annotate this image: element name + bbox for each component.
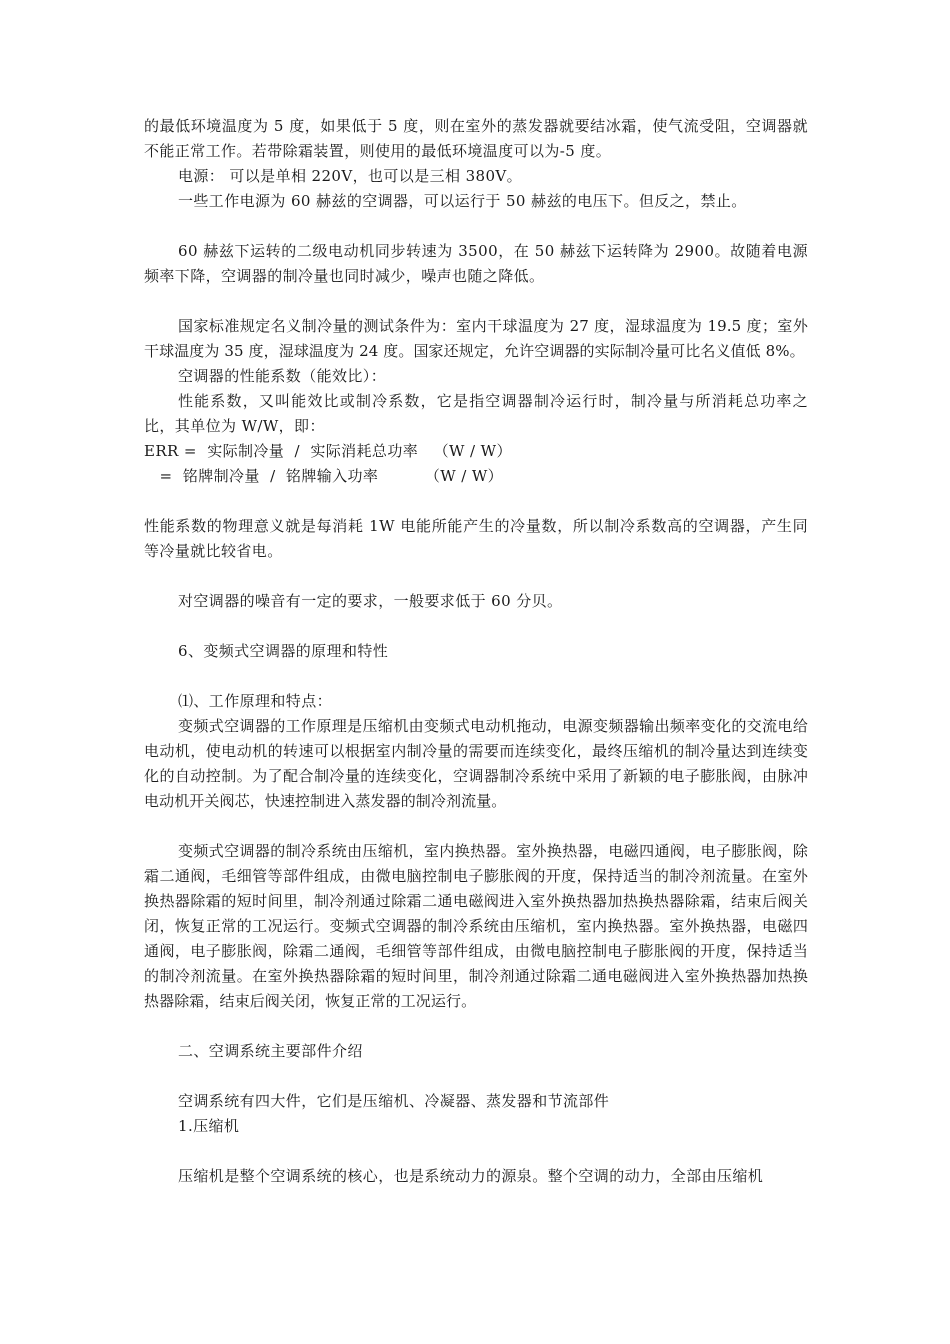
section-heading-components: 二、空调系统主要部件介绍	[178, 1042, 363, 1060]
paragraph-compressor: 压缩机是整个空调系统的核心，也是系统动力的源泉。整个空调的动力，全部由压缩机	[178, 1167, 764, 1185]
paragraph-inverter-principle: 变频式空调器的工作原理是压缩机由变频式电动机拖动，电源变频器输出频率变化的交流电给电动机，使电动机的转速可以根据室内制冷量的需要而连续变化，最终压缩机的制冷量达到连续变化的自动控制。为了配合制冷量的连续变化，空调器制冷系统中采用了新颖的电子膨胀阀，由脉冲电动机开关阀芯，快速控制进入蒸发器的制冷剂流量。	[144, 717, 808, 810]
paragraph-cop-definition: 性能系数，又叫能效比或制冷系数，它是指空调器制冷运行时，制冷量与所消耗总功率之比，其单位为 W/W，即：	[144, 392, 808, 435]
spacer	[144, 1139, 808, 1164]
spacer	[144, 814, 808, 839]
section-heading-inverter: 6、变频式空调器的原理和特性	[178, 642, 389, 660]
paragraph-inverter-system: 变频式空调器的制冷系统由压缩机，室内换热器。室外换热器，电磁四通阀，电子膨胀阀，除霜二通阀，毛细管等部件组成，由微电脑控制电子膨胀阀的开度，保持适当的制冷剂流量。在室外换热器除霜的短时间里，制冷剂通过除霜二通电磁阀进入室外换热器加热换热器除霜，结束后阀关闭，恢复正常的工况运行。变频式空调器的制冷系统由压缩机，室内换热器。室外换热器，电磁四通阀，电子膨胀阀，除霜二通阀，毛细管等部件组成，由微电脑控制电子膨胀阀的开度，保持适当的制冷剂流量。在室外换热器除霜的短时间里，制冷剂通过除霜二通电磁阀进入室外换热器加热换热器除霜，结束后阀关闭，恢复正常的工况运行。	[144, 842, 808, 1010]
paragraph-test-conditions: 国家标准规定名义制冷量的测试条件为：室内干球温度为 27 度，湿球温度为 19.5 度；室外干球温度为 35 度，湿球温度为 24 度。国家还规定，允许空调器的实际制冷量可比名义值低 8%。	[144, 317, 808, 360]
paragraph-motor-speed: 60 赫兹下运转的二级电动机同步转速为 3500，在 50 赫兹下运转降为 2900。故随着电源频率下降，空调器的制冷量也同时减少，噪声也随之降低。	[144, 242, 808, 285]
document-body	[144, 114, 808, 1189]
spacer	[144, 1064, 808, 1089]
spacer	[144, 614, 808, 639]
paragraph-power-supply: 电源： 可以是单相 220V，也可以是三相 380V。	[178, 167, 523, 185]
subsection-heading-principle: ⑴、工作原理和特点：	[178, 692, 333, 710]
formula-line-nameplate: = 铭牌制冷量 / 铭牌输入功率 （W / W）	[144, 467, 504, 485]
spacer	[144, 664, 808, 689]
paragraph-four-components: 空调系统有四大件，它们是压缩机、冷凝器、蒸发器和节流部件	[178, 1092, 610, 1110]
spacer	[144, 564, 808, 589]
spacer	[144, 489, 808, 514]
formula-line-actual: ERR = 实际制冷量 / 实际消耗总功率 （W / W）	[144, 442, 512, 460]
paragraph-cop-meaning: 性能系数的物理意义就是每消耗 1W 电能所能产生的冷量数，所以制冷系数高的空调器，产生同等冷量就比较省电。	[144, 517, 808, 560]
spacer	[144, 214, 808, 239]
paragraph-min-temperature: 的最低环境温度为 5 度，如果低于 5 度，则在室外的蒸发器就要结冰霜，使气流受阻，空调器就不能正常工作。若带除霜装置，则使用的最低环境温度可以为-5 度。	[144, 117, 808, 160]
paragraph-cop-heading: 空调器的性能系数（能效比）：	[178, 367, 387, 385]
subsection-heading-compressor: 1.压缩机	[178, 1117, 240, 1135]
spacer	[144, 1014, 808, 1039]
spacer	[144, 289, 808, 314]
paragraph-frequency-note: 一些工作电源为 60 赫兹的空调器，可以运行于 50 赫兹的电压下。但反之，禁止。	[178, 192, 747, 210]
paragraph-noise: 对空调器的噪音有一定的要求，一般要求低于 60 分贝。	[178, 592, 563, 610]
